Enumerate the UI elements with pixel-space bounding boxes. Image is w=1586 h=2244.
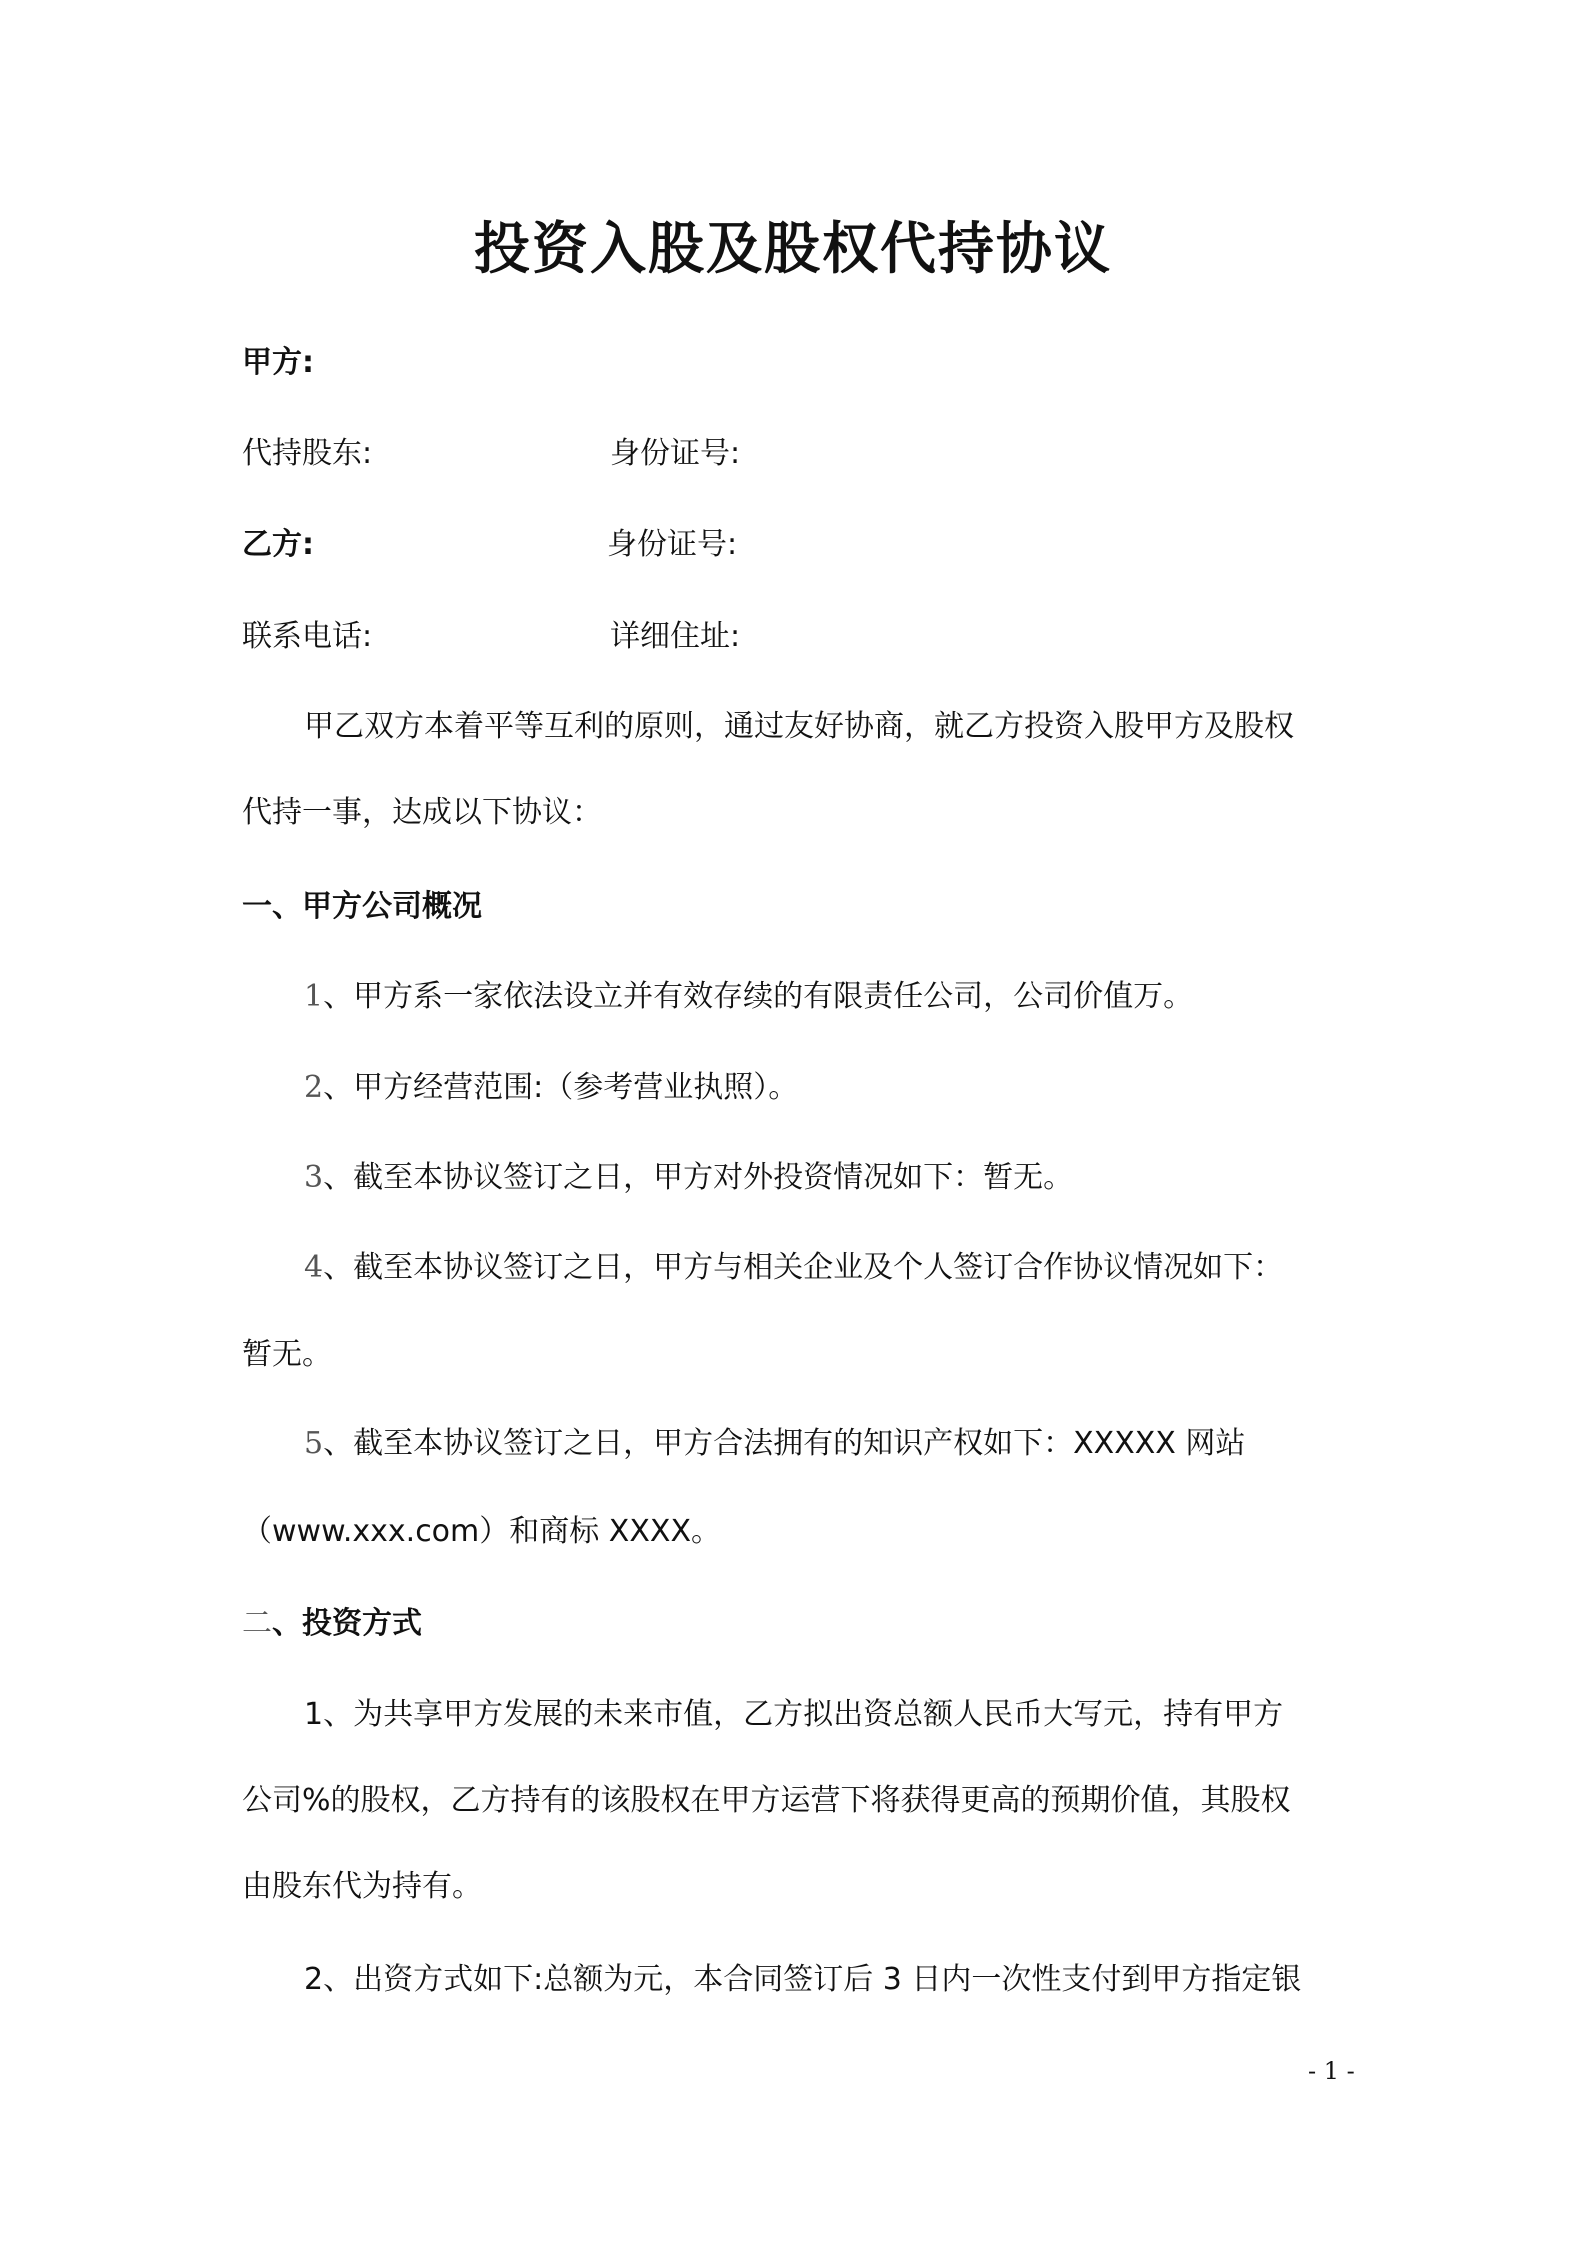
party-b-id-label: 身份证号:	[607, 527, 738, 562]
section-1-item-5-continuation: （www.xxx.com）和商标 XXXX。	[242, 1514, 722, 1549]
party-b-label: 乙方:	[242, 527, 314, 562]
phone-label: 联系电话:	[242, 619, 373, 654]
item-number: 2	[304, 1070, 324, 1105]
item-number: 3	[304, 1160, 324, 1195]
item-number: 1	[304, 979, 324, 1014]
section-1-heading: 一、甲方公司概况	[242, 889, 482, 924]
heading-number: 二	[242, 1606, 272, 1641]
section-2-item-1-line-1: 1、为共享甲方发展的未来市值，乙方拟出资总额人民币大写元，持有甲方	[304, 1697, 1284, 1732]
section-2-item-2-line-1: 2、出资方式如下:总额为元，本合同签订后 3 日内一次性支付到甲方指定银	[304, 1962, 1302, 1997]
intro-paragraph-line-1: 甲乙双方本着平等互利的原则，通过友好协商，就乙方投资入股甲方及股权	[304, 709, 1294, 744]
item-number: 5	[304, 1426, 324, 1461]
document-title: 投资入股及股权代持协议	[474, 217, 1112, 282]
intro-paragraph-line-2: 代持一事，达成以下协议：	[242, 795, 602, 830]
item-text: 、截至本协议签订之日，甲方对外投资情况如下：暂无。	[323, 1160, 1074, 1195]
section-1-item-4-continuation: 暂无。	[242, 1337, 332, 1372]
section-1-item-5	[304, 1424, 1245, 1464]
item-text: 、截至本协议签订之日，甲方与相关企业及个人签订合作协议情况如下：	[323, 1250, 1284, 1285]
section-2-item-1-line-2: 公司%的股权，乙方持有的该股权在甲方运营下将获得更高的预期价值，其股权	[242, 1783, 1291, 1818]
nominee-id-label: 身份证号:	[610, 436, 741, 471]
item-text: 、截至本协议签订之日，甲方合法拥有的知识产权如下：XXXXX 网站	[323, 1426, 1246, 1461]
section-1-item-3	[304, 1158, 1073, 1198]
item-number: 4	[304, 1250, 324, 1285]
section-1-item-4	[304, 1248, 1283, 1288]
section-2-item-1-line-3: 由股东代为持有。	[242, 1869, 482, 1904]
page-number: - 1 -	[1308, 2057, 1355, 2085]
heading-text: 、投资方式	[272, 1606, 422, 1641]
section-2-heading	[242, 1604, 422, 1644]
party-a-label: 甲方:	[242, 345, 314, 380]
item-text: 、甲方经营范围:（参考营业执照）。	[323, 1070, 799, 1105]
section-1-item-2	[304, 1068, 798, 1108]
nominee-shareholder-label: 代持股东:	[242, 436, 373, 471]
address-label: 详细住址:	[610, 619, 741, 654]
section-1-item-1	[304, 977, 1193, 1017]
item-text: 、甲方系一家依法设立并有效存续的有限责任公司，公司价值万。	[323, 979, 1194, 1014]
